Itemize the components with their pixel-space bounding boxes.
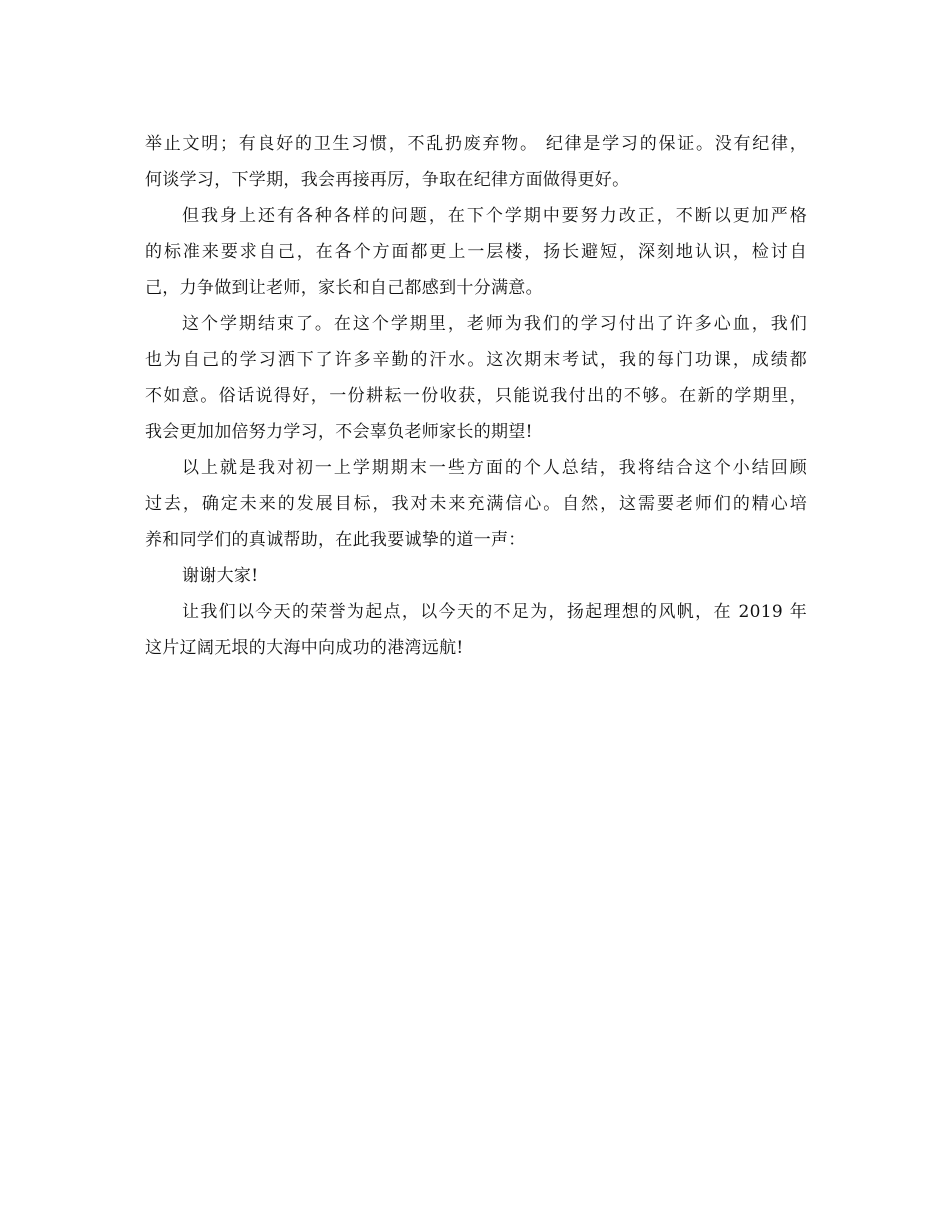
text-line: 但我身上还有各种各样的问题，在下个学期中要努力改正，不断以更加严格 bbox=[182, 206, 807, 226]
paragraph-4 bbox=[145, 450, 807, 558]
text-line: 谢谢大家! bbox=[182, 566, 259, 586]
paragraph-6 bbox=[145, 594, 807, 666]
text-line: 过去，确定未来的发展目标，我对未来充满信心。自然，这需要老师们的精心培 bbox=[145, 494, 807, 514]
text-line: 己，力争做到让老师，家长和自己都感到十分满意。 bbox=[145, 278, 543, 298]
text-line: 也为自己的学习洒下了许多辛勤的汗水。这次期末考试，我的每门功课，成绩都 bbox=[145, 350, 807, 370]
text-line: 让我们以今天的荣誉为起点，以今天的不足为，扬起理想的风帆，在 2019 年 bbox=[182, 602, 807, 622]
paragraph-1 bbox=[145, 126, 807, 198]
text-line: 这片辽阔无垠的大海中向成功的港湾远航! bbox=[145, 638, 464, 658]
paragraph-2 bbox=[145, 198, 807, 306]
text-line: 这个学期结束了。在这个学期里，老师为我们的学习付出了许多心血，我们 bbox=[182, 314, 807, 334]
paragraph-3 bbox=[145, 306, 807, 450]
text-line: 何谈学习，下学期，我会再接再厉，争取在纪律方面做得更好。 bbox=[145, 170, 630, 190]
text-line: 养和同学们的真诚帮助，在此我要诚挚的道一声： bbox=[145, 530, 526, 550]
text-line: 的标准来要求自己，在各个方面都更上一层楼，扬长避短，深刻地认识，检讨自 bbox=[145, 242, 807, 262]
text-line: 我会更加加倍努力学习，不会辜负老师家长的期望! bbox=[145, 422, 533, 442]
text-line: 不如意。俗话说得好，一份耕耘一份收获，只能说我付出的不够。在新的学期里， bbox=[145, 386, 807, 406]
text-line: 举止文明；有良好的卫生习惯，不乱扔废弃物。 纪律是学习的保证。没有纪律， bbox=[145, 134, 807, 154]
document-body bbox=[145, 126, 807, 666]
text-line: 以上就是我对初一上学期期末一些方面的个人总结，我将结合这个小结回顾 bbox=[182, 458, 807, 478]
paragraph-5 bbox=[145, 558, 807, 594]
